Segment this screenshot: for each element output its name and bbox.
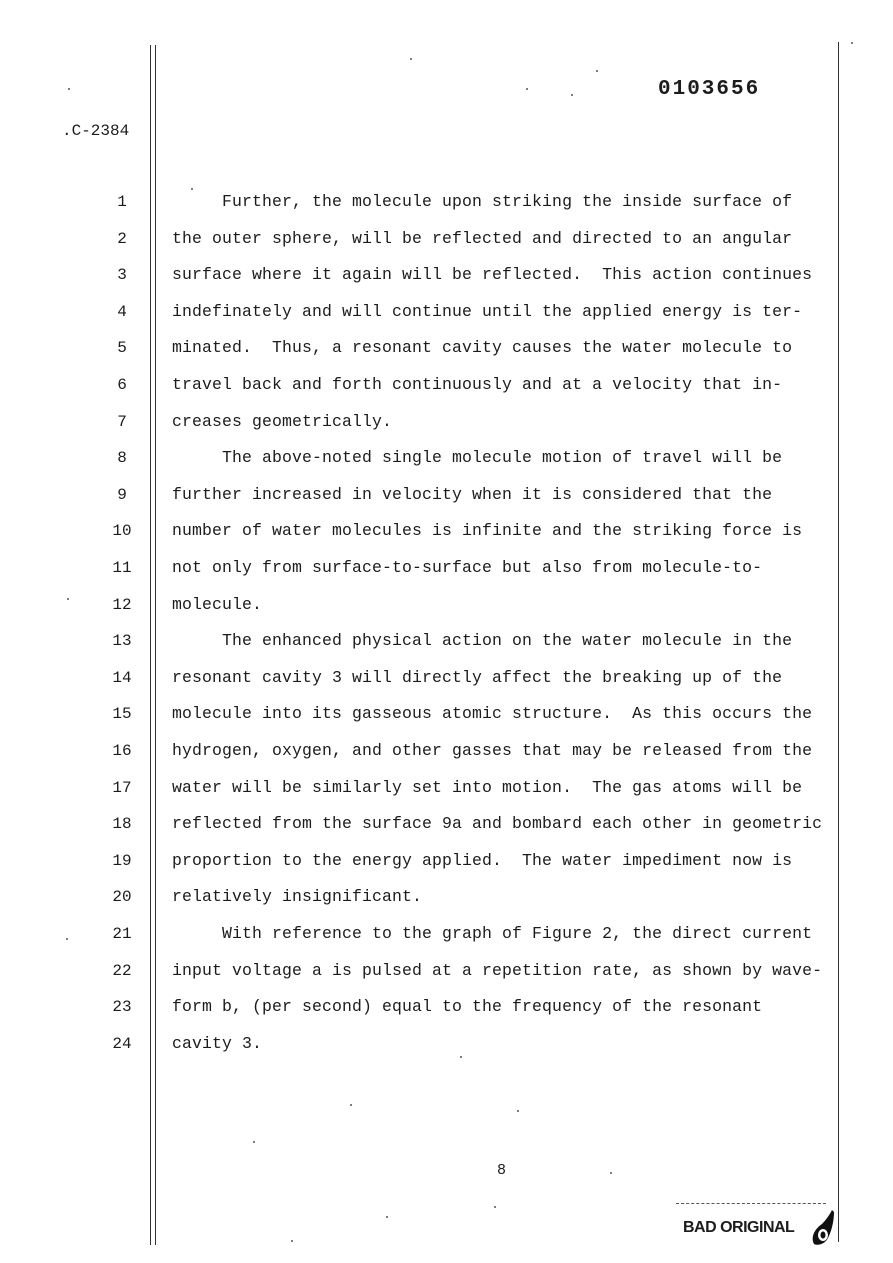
text-line: input voltage a is pulsed at a repetition rate, as shown by wave- [172,960,823,980]
line-number: 6 [117,376,127,394]
text-line: form b, (per second) equal to the frequency of the resonant [172,997,763,1017]
line-number: 18 [112,815,132,834]
docket-number: .C-2384 [62,122,130,140]
line-number: 10 [112,522,132,541]
bad-original-stamp: BAD ORIGINAL [683,1219,795,1236]
line-number: 17 [112,778,132,797]
line-number: 20 [112,888,132,907]
scan-speck [851,42,853,44]
line-number: 1 [117,193,127,211]
footer-dashed-line [676,1203,826,1204]
line-number: 15 [112,705,132,724]
line-number: 23 [112,998,132,1017]
text-line: minated. Thus, a resonant cavity causes the water molecule to [172,338,793,358]
text-line: cavity 3. [172,1033,263,1053]
text-line: number of water molecules is infinite and the striking force is [172,521,803,541]
scan-speck [494,1206,496,1208]
line-number: 11 [112,559,132,577]
scan-speck [253,1141,255,1143]
left-margin-rule-inner [155,45,156,1245]
line-number: 8 [117,449,127,468]
text-line: further increased in velocity when it is considered that the [172,484,773,504]
line-number: 22 [112,961,132,980]
left-margin-rule [150,45,151,1245]
text-line: indefinately and will continue until the applied energy is ter- [172,301,803,321]
line-number: 3 [117,266,127,285]
text-line: relatively insignificant. [172,887,423,907]
scan-speck [68,88,70,90]
scan-speck [291,1240,293,1242]
page-number: 8 [497,1162,507,1179]
scan-speck [350,1104,352,1106]
document-number: 0103656 [658,78,761,101]
scan-speck [517,1110,519,1112]
line-number: 21 [112,925,132,943]
text-line: water will be similarly set into motion. The gas atoms will be [172,777,803,797]
line-number: 7 [117,412,127,431]
line-number: 5 [117,339,127,358]
scan-speck [571,94,573,96]
text-line: resonant cavity 3 will directly affect the breaking up of the [172,667,783,687]
text-line: molecule. [172,594,263,614]
text-line: molecule into its gasseous atomic structure. As this occurs the [172,704,813,724]
text-line: Further, the molecule upon striking the inside surface of [172,192,793,211]
text-line: surface where it again will be reflected. This action continues [172,265,813,285]
text-line: The enhanced physical action on the water molecule in the [172,631,793,651]
scan-speck [610,1172,612,1174]
line-number: 16 [112,742,132,760]
line-number: 14 [112,668,132,687]
scan-speck [596,70,598,72]
scan-speck [191,188,193,190]
line-number: 12 [112,595,132,614]
line-number: 24 [112,1034,132,1053]
line-number: 9 [117,485,127,504]
scan-speck [460,1056,462,1058]
scan-speck [66,938,68,940]
text-line: The above-noted single molecule motion of travel will be [172,448,783,468]
text-line: creases geometrically. [172,411,393,431]
line-number: 2 [117,229,127,248]
stamp-mark-icon [808,1208,838,1253]
text-line: travel back and forth continuously and at a velocity that in- [172,375,783,394]
text-line: the outer sphere, will be reflected and directed to an angular [172,228,793,248]
scan-speck [410,58,412,60]
line-number: 13 [112,632,132,651]
text-line: proportion to the energy applied. The water impediment now is [172,850,793,870]
text-line: reflected from the surface 9a and bombard each other in geometric [172,814,823,834]
text-line: hydrogen, oxygen, and other gasses that may be released from the [172,741,813,760]
scan-speck [67,598,69,600]
line-number: 4 [117,302,127,321]
text-line: With reference to the graph of Figure 2, the direct current [172,924,813,943]
text-line: not only from surface-to-surface but also from molecule-to- [172,558,763,577]
scan-speck [526,88,528,90]
scan-speck [386,1216,388,1218]
line-number: 19 [112,851,132,870]
